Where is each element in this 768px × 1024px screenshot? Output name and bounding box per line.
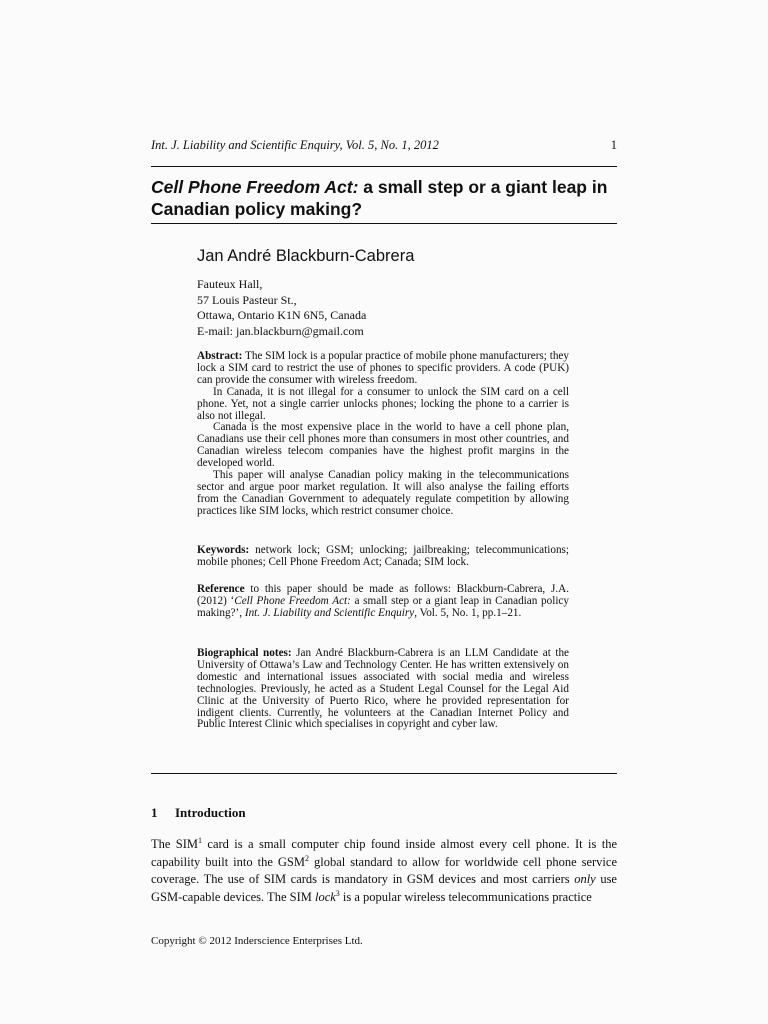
abstract-text: The SIM lock is a popular practice of mobile phone manufacturers; they lock a SIM card to restrict the use of phones to specific providers. A code (PUK) can provide the consumer with wireless freedom. <box>197 350 569 386</box>
abstract <box>197 351 569 518</box>
abstract-label: Abstract: <box>197 350 243 362</box>
title-bottom-rule <box>151 223 617 224</box>
email-line: E-mail: jan.blackburn@gmail.com <box>197 323 364 338</box>
abstract-paragraph <box>197 351 569 387</box>
reference-label: Reference <box>197 583 245 595</box>
reference-text: a small step or a giant leap in Canadian policy making?’, <box>197 594 569 619</box>
keywords-label: Keywords: <box>197 544 250 556</box>
journal-citation: Int. J. Liability and Scientific Enquiry, Vol. 5, No. 1, 2012 <box>151 138 439 152</box>
reference-italic: Cell Phone Freedom Act: <box>234 594 351 607</box>
section-title: Introduction <box>175 805 246 820</box>
section-heading <box>151 805 246 821</box>
keywords <box>197 545 569 569</box>
body-text-run: is a popular wireless telecommunications practice <box>339 889 592 904</box>
title-top-rule <box>151 166 617 167</box>
abstract-paragraph: This paper will analyse Canadian policy making in the telecommunications sector and argue poor market regulation. It will also analyse the failing efforts from the Canadian Government to adequately regulate competition by allowing practices like SIM locks, which restrict consumer choice. <box>197 469 569 517</box>
emphasis: only <box>574 872 596 886</box>
body-text-run: global standard to allow for worldwide cell phone service coverage. The use of SIM cards is mandatory in GSM devices and most carriers <box>151 854 618 886</box>
reference-text: , Vol. 5, No. 1, pp.1–21. <box>414 606 522 619</box>
footnote-marker[interactable]: 1 <box>198 835 203 845</box>
reference <box>197 584 569 620</box>
reference-text: to this paper should be made as follows: Blackburn-Cabrera, J.A. (2012) ‘ <box>197 583 569 607</box>
abstract-paragraph: In Canada, it is not illegal for a consumer to unlock the SIM card on a cell phone. Yet, not a single carrier unlocks phones; locking the phone to a carrier is also not illegal. <box>197 385 569 422</box>
running-header <box>151 138 617 153</box>
footnote-marker[interactable]: 2 <box>304 853 309 863</box>
body-text-run: use GSM-capable devices. The SIM <box>151 872 617 904</box>
body-text-run: The SIM <box>151 837 199 851</box>
emphasis: lock <box>314 889 336 904</box>
bio-text: Jan André Blackburn-Cabrera is an LLM Candidate at the University of Ottawa’s Law and Technology Center. He has written extensively on domestic and international issues associated with social media and wireless technologies. Previously, he acted as a Student Legal Counsel for the Legal Aid Clinic at the University of Puerto Rico, where he provided representation for indigent clients. Currently, he volunteers at the Canadian Internet Policy and Public Interest Clinic which specialises in copyright and cyber law. <box>197 647 569 731</box>
copyright-footer: Copyright © 2012 Inderscience Enterprises Ltd. <box>151 935 363 947</box>
bio-label: Biographical notes: <box>197 647 292 659</box>
reference-journal: Int. J. Liability and Scientific Enquiry <box>244 606 415 619</box>
section-number: 1 <box>151 805 158 820</box>
paper-title <box>151 176 617 220</box>
footnote-marker[interactable]: 3 <box>335 888 340 898</box>
author-name: Jan André Blackburn-Cabrera <box>197 247 415 265</box>
author-address <box>197 277 366 339</box>
title-italic-part: Cell Phone Freedom Act: <box>151 177 359 197</box>
abstract-paragraph: Canada is the most expensive place in the world to have a cell phone plan, Canadians use their cell phones more than consumers in most other countries, and Canadian wireless telecom companies have the highest profit margins in the developed world. <box>197 421 569 470</box>
address-line: 57 Louis Pasteur St., <box>197 292 297 307</box>
abstract-bottom-rule <box>151 773 617 774</box>
address-line: Ottawa, Ontario K1N 6N5, Canada <box>197 308 367 322</box>
introduction-paragraph <box>151 836 617 906</box>
biographical-notes <box>197 648 569 731</box>
page-number: 1 <box>610 138 617 152</box>
address-line: Fauteux Hall, <box>197 277 263 291</box>
title-rest: a small step or a giant leap in Canadian policy making? <box>151 177 608 219</box>
body-text-run: card is a small computer chip found inside almost every cell phone. It is the capability built into the GSM <box>151 837 617 869</box>
keywords-text: network lock; GSM; unlocking; jailbreaking; telecommunications; mobile phones; Cell Phone Freedom Act; Canada; SIM lock. <box>197 544 569 568</box>
